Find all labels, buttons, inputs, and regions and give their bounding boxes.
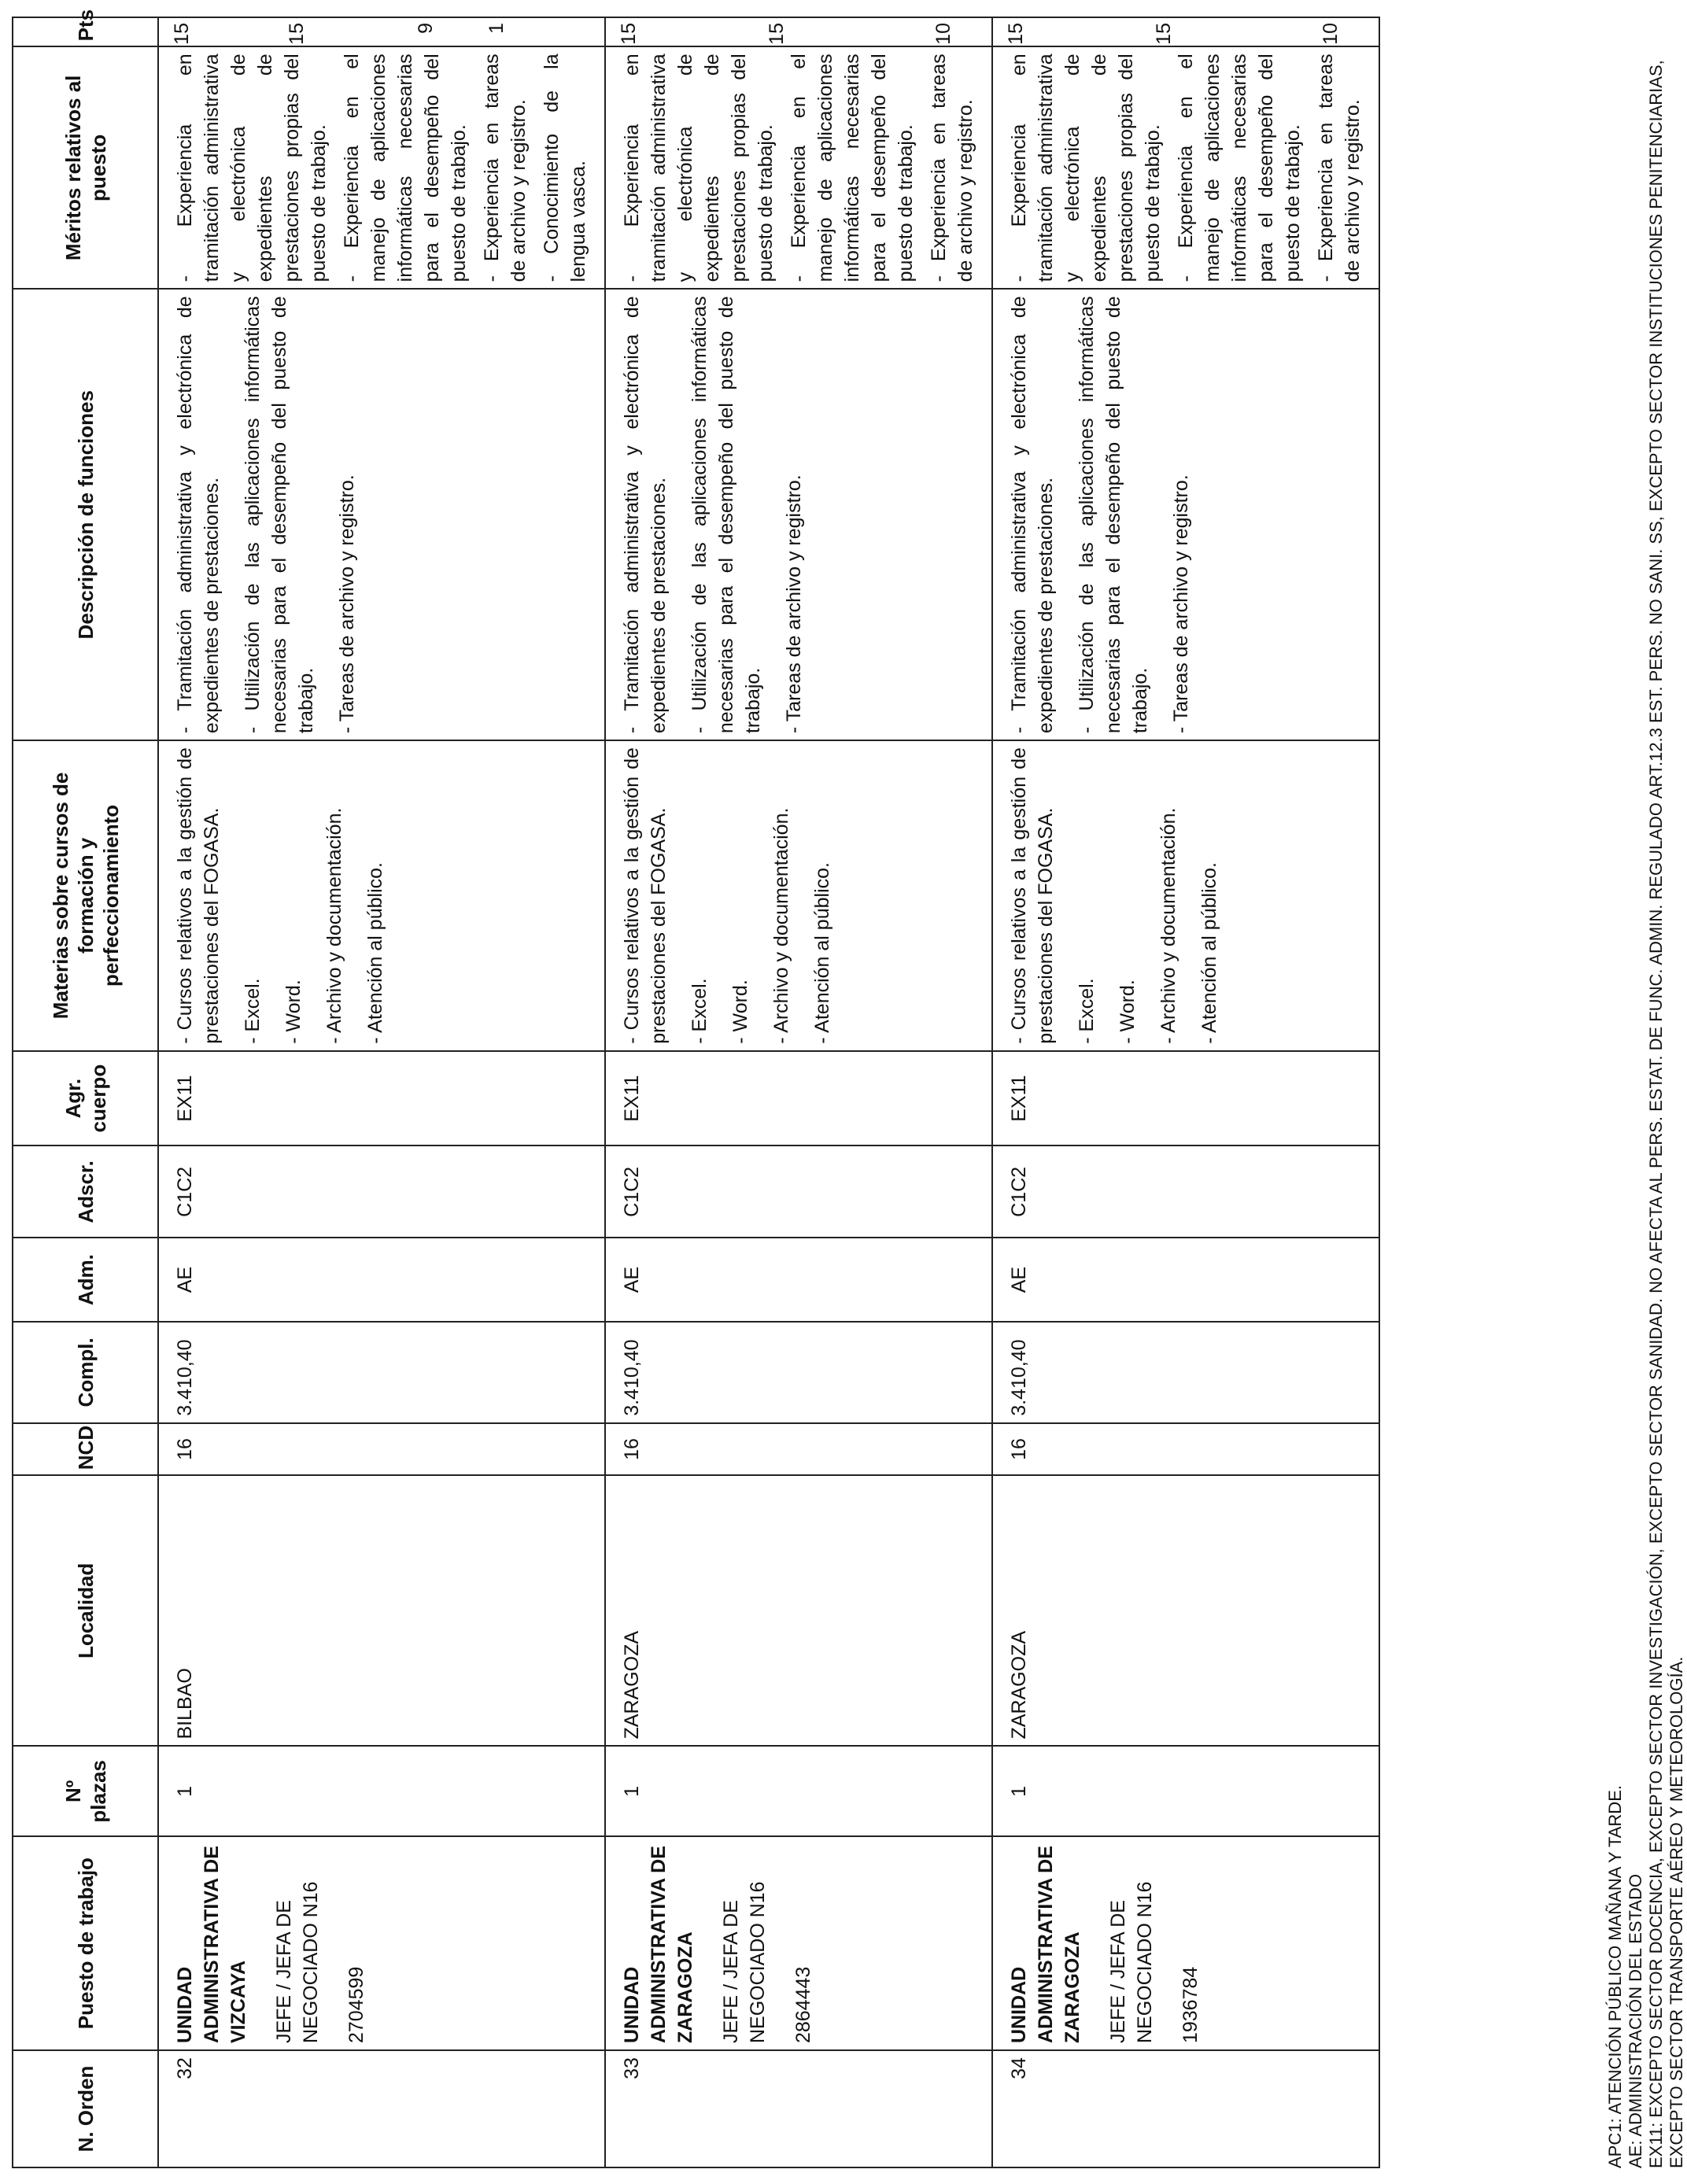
merito-item: - Experiencia en tramitación administrativa y electrónica de expedientes de prestaciones propias del puesto de trabajo.	[1008, 53, 1164, 282]
merito-item: - Experiencia en tramitación administrativa y electrónica de expedientes de prestaciones propias del puesto de trabajo.	[621, 53, 777, 282]
cell-compl: 3.410,40	[158, 1322, 605, 1423]
pts-value: 15	[171, 23, 193, 45]
header-compl: Compl.	[13, 1322, 158, 1423]
pts-value: 15	[286, 23, 308, 45]
merito-item: - Experiencia en tareas de archivo y registro.	[481, 53, 530, 282]
positions-table	[12, 9, 1380, 2168]
pts-value: 10	[932, 23, 954, 45]
cell-localidad: ZARAGOZA	[605, 1475, 992, 1746]
cell-adscr: C1C2	[992, 1146, 1379, 1238]
cell-agr: EX11	[605, 1051, 992, 1146]
cell-localidad: BILBAO	[158, 1475, 605, 1746]
footnote: APC1: ATENCIÓN PÚBLICO MAÑANA Y TARDE.	[1605, 1785, 1625, 2168]
pts-value: 9	[415, 23, 437, 34]
puesto-name: UNIDAD ADMINISTRATIVA DE ZARAGOZA	[621, 1846, 696, 2044]
pts-value: 10	[1320, 23, 1342, 45]
merito-item: - Experiencia en el manejo de aplicaciones informáticas necesarias para el desempeño del puesto de trabajo.	[1175, 53, 1304, 282]
footnote: EX11: EXCEPTO SECTOR DOCENCIA, EXCEPTO SECTOR INVESTIGACIÓN, EXCEPTO SECTOR SANIDAD. NO AFECTA AL PERS. ESTAT. DE FUNC. ADMIN. REGULADO ART.12.3 EST. PERS. NO SANI. SS, EXCEPTO SECTOR INSTITUCIONES PENITENCIARIAS, EXCEPTO SECTOR TRANSPORTE AÉREO Y METEOROLOGÍA.	[1646, 60, 1686, 2168]
funcion-item: - Tramitación administrativa y electrónica de expedientes de prestaciones.	[1008, 296, 1057, 734]
funcion-item: - Utilización de las aplicaciones informáticas necesarias para el desempeño del puesto de trabajo.	[242, 296, 317, 734]
puesto-name: UNIDAD ADMINISTRATIVA DE VIZCAYA	[174, 1846, 249, 2044]
header-funciones: Descripción de funciones	[13, 289, 158, 740]
pts-value: 15	[618, 23, 640, 45]
cell-meritos	[992, 46, 1379, 289]
cell-funciones	[158, 289, 605, 740]
cell-pts	[605, 17, 992, 46]
cell-plazas: 1	[605, 1747, 992, 1837]
materia-item: - Word.	[729, 979, 751, 1044]
merito-item: - Experiencia en tramitación administrativa y electrónica de expedientes de prestaciones propias del puesto de trabajo.	[174, 53, 330, 282]
table-row	[605, 17, 992, 2167]
puesto-subtitle: JEFE / JEFA DE NEGOCIADO N16	[720, 1881, 769, 2044]
header-ncd: NCD	[13, 1423, 158, 1475]
cell-adm: AE	[158, 1238, 605, 1322]
pts-value: 1	[485, 23, 508, 34]
materia-item: - Cursos relativos a la gestión de prestaciones del FOGASA.	[621, 747, 670, 1044]
cell-adm: AE	[992, 1238, 1379, 1322]
cell-funciones	[992, 289, 1379, 740]
cell-orden: 32	[158, 2050, 605, 2167]
header-meritos: Méritos relativos al puesto	[13, 46, 158, 289]
merito-item: - Experiencia en tareas de archivo y registro.	[928, 53, 976, 282]
funcion-item: - Tramitación administrativa y electrónica de expedientes de prestaciones.	[621, 296, 670, 734]
puesto-subtitle: JEFE / JEFA DE NEGOCIADO N16	[1107, 1881, 1156, 2044]
pts-value: 15	[1005, 23, 1027, 45]
pts-value: 15	[766, 23, 788, 45]
header-pts: Pts	[13, 17, 158, 46]
cell-compl: 3.410,40	[992, 1322, 1379, 1423]
materia-item: - Cursos relativos a la gestión de prestaciones del FOGASA.	[1008, 747, 1057, 1044]
cell-pts	[992, 17, 1379, 46]
funcion-item: - Tareas de archivo y registro.	[336, 474, 358, 734]
header-adscr: Adscr.	[13, 1146, 158, 1238]
cell-meritos	[158, 46, 605, 289]
footnotes	[1605, 17, 1687, 2168]
funcion-item: - Tareas de archivo y registro.	[1170, 474, 1192, 734]
cell-pts	[158, 17, 605, 46]
rows-body	[158, 17, 1379, 2167]
cell-plazas: 1	[992, 1747, 1379, 1837]
materia-item: - Word.	[1117, 979, 1139, 1044]
materia-item: - Archivo y documentación.	[1157, 807, 1179, 1044]
materia-item: - Excel.	[242, 978, 264, 1044]
cell-agr: EX11	[992, 1051, 1379, 1146]
cell-ncd: 16	[158, 1423, 605, 1475]
cell-adscr: C1C2	[158, 1146, 605, 1238]
materia-item: - Word.	[282, 979, 305, 1044]
header-puesto: Puesto de trabajo	[13, 1836, 158, 2050]
cell-materias	[158, 740, 605, 1051]
cell-meritos	[605, 46, 992, 289]
cell-funciones	[605, 289, 992, 740]
materia-item: - Atención al público.	[811, 862, 833, 1044]
header-localidad: Localidad	[13, 1475, 158, 1746]
cell-materias	[992, 740, 1379, 1051]
header-agr: Agr. cuerpo	[13, 1051, 158, 1146]
cell-orden: 33	[605, 2050, 992, 2167]
puesto-code: 2704599	[345, 1966, 367, 2044]
materia-item: - Archivo y documentación.	[770, 807, 792, 1044]
funcion-item: - Utilización de las aplicaciones informáticas necesarias para el desempeño del puesto de trabajo.	[688, 296, 764, 734]
merito-item: - Experiencia en el manejo de aplicaciones informáticas necesarias para el desempeño del puesto de trabajo.	[788, 53, 917, 282]
puesto-subtitle: JEFE / JEFA DE NEGOCIADO N16	[273, 1881, 322, 2044]
header-materias: Materias sobre cursos de formación y perfeccionamiento	[13, 740, 158, 1051]
materia-item: - Archivo y documentación.	[323, 807, 345, 1044]
cell-compl: 3.410,40	[605, 1322, 992, 1423]
cell-localidad: ZARAGOZA	[992, 1475, 1379, 1746]
puesto-code: 2864443	[792, 1966, 814, 2044]
footnote: AE: ADMINISTRACIÓN DEL ESTADO	[1626, 1873, 1645, 2168]
materia-item: - Cursos relativos a la gestión de prestaciones del FOGASA.	[174, 747, 223, 1044]
pts-value: 15	[1153, 23, 1175, 45]
merito-item: - Experiencia en el manejo de aplicaciones informáticas necesarias para el desempeño del puesto de trabajo.	[341, 53, 470, 282]
cell-ncd: 16	[605, 1423, 992, 1475]
cell-orden: 34	[992, 2050, 1379, 2167]
materia-item: - Excel.	[1076, 978, 1098, 1044]
table-row	[992, 17, 1379, 2167]
header-plazas: Nº plazas	[13, 1747, 158, 1837]
positions-table-wrap	[12, 9, 1380, 2168]
header-orden: N. Orden	[13, 2050, 158, 2167]
merito-item: - Experiencia en tareas de archivo y registro.	[1315, 53, 1364, 282]
cell-plazas: 1	[158, 1747, 605, 1837]
cell-materias	[605, 740, 992, 1051]
funcion-item: - Utilización de las aplicaciones informáticas necesarias para el desempeño del puesto de trabajo.	[1076, 296, 1151, 734]
cell-puesto	[158, 1836, 605, 2050]
cell-puesto	[605, 1836, 992, 2050]
cell-adscr: C1C2	[605, 1146, 992, 1238]
header-row	[13, 17, 158, 2167]
cell-adm: AE	[605, 1238, 992, 1322]
puesto-name: UNIDAD ADMINISTRATIVA DE ZARAGOZA	[1008, 1846, 1083, 2044]
funcion-item: - Tramitación administrativa y electrónica de expedientes de prestaciones.	[174, 296, 223, 734]
merito-item: - Conocimiento de la lengua vasca.	[541, 53, 589, 282]
table-row	[158, 17, 605, 2167]
header-adm: Adm.	[13, 1238, 158, 1322]
funcion-item: - Tareas de archivo y registro.	[783, 474, 805, 734]
materia-item: - Atención al público.	[1198, 862, 1220, 1044]
materia-item: - Atención al público.	[364, 862, 386, 1044]
cell-agr: EX11	[158, 1051, 605, 1146]
puesto-code: 1936784	[1179, 1966, 1202, 2044]
cell-puesto	[992, 1836, 1379, 2050]
materia-item: - Excel.	[688, 978, 711, 1044]
cell-ncd: 16	[992, 1423, 1379, 1475]
